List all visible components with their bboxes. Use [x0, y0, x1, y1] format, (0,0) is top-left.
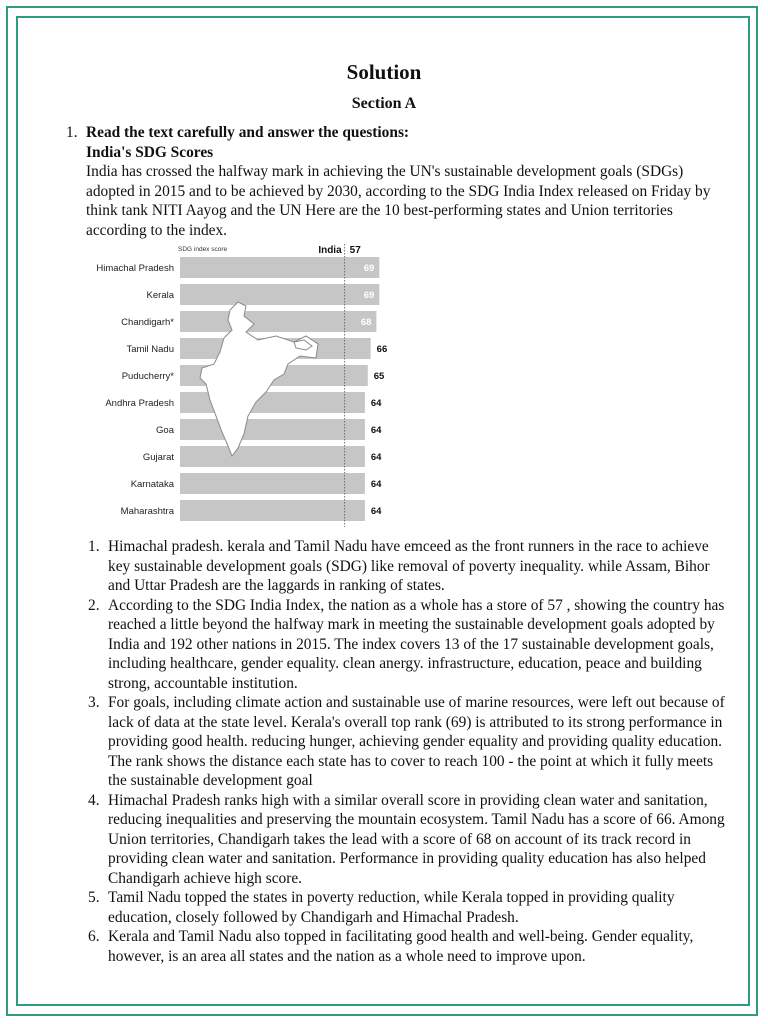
list-item: [88, 693, 728, 791]
category-label: Goa: [156, 425, 174, 436]
value-label: 68: [360, 317, 372, 328]
chart-subtitle: SDG index score: [178, 246, 228, 253]
answer-text: For goals, including climate action and sustainable use of marine resources, were left out because of lack of data at the state level. Kerala's overall top rank (69) is attributed to its strong performance in providing good health. reducing hunger, achieving gender equality and providing quality education. The rank shows the distance each state has to cover to reach 100 - the point at which it fully meets the sustainable development goal: [108, 694, 725, 789]
bar: [180, 392, 365, 413]
list-item: [88, 791, 728, 889]
list-item: [88, 596, 728, 694]
answer-number: 6.: [88, 928, 100, 945]
bar: [180, 311, 376, 332]
bar: [180, 257, 379, 278]
answer-number: 3.: [88, 694, 100, 711]
passage-text: India has crossed the halfway mark in achieving the UN's sustainable development goals (SDGs) adopted in 2015 and to be achieved by 2030, according to the SDG India Index released on Friday by think tank NITI Aayog and the UN Here are the 10 best-performing states and Union territories according to the index.: [86, 163, 711, 239]
list-item: [88, 888, 728, 927]
page-title: Solution: [346, 60, 422, 84]
answer-list: [88, 537, 728, 966]
bar: [180, 284, 379, 305]
answer-text: Tamil Nadu topped the states in poverty reduction, while Kerala topped in providing quality education, closely followed by Chandigarh and Himachal Pradesh.: [108, 889, 675, 926]
list-item: [88, 927, 728, 966]
bar: [180, 419, 365, 440]
value-label: 64: [370, 425, 382, 436]
value-label: 64: [370, 506, 382, 517]
question-prompt: Read the text carefully and answer the questions:: [86, 124, 410, 141]
category-label: Himachal Pradesh: [96, 263, 174, 274]
list-item: [88, 537, 728, 596]
answer-number: 4.: [88, 791, 100, 809]
category-label: Puducherry*: [121, 371, 174, 382]
passage-heading: India's SDG Scores: [86, 143, 214, 161]
bar: [180, 446, 365, 467]
category-label: Gujarat: [142, 452, 174, 463]
value-label: 64: [370, 452, 382, 463]
answer-text: Himachal Pradesh ranks high with a similar overall score in providing clean water and sanitation, reducing inequalities and preserving the mountain ecosystem. Tamil Nadu has a score of 66. Among Union territories, Chandigarh takes the lead with a score of 68 on account of its track record in providing clean water and sanitation. Performance in providing quality education has also helped Chandigarh achieve high score.: [108, 791, 725, 887]
category-label: Karnataka: [130, 479, 174, 490]
answer-text: Himachal pradesh. kerala and Tamil Nadu have emceed as the front runners in the race to achieve key sustainable development goals (SDG) like removal of poverty inequality. while Assam, Bihor and Uttar Pradesh are the laggards in ranking of states.: [108, 538, 710, 594]
section-heading: Section A: [351, 95, 417, 112]
question-block: [66, 123, 726, 240]
answer-text: Kerala and Tamil Nadu also topped in facilitating good health and well-being. Gender equality, however, is an area all states and the nation as a whole need to improve upon.: [108, 928, 694, 965]
category-label: Chandigarh*: [121, 317, 174, 328]
question-number: 1.: [66, 124, 78, 141]
category-label: Andhra Pradesh: [105, 398, 174, 409]
category-label: Tamil Nadu: [126, 344, 174, 355]
reference-value: 57: [349, 245, 361, 256]
value-label: 64: [370, 398, 382, 409]
value-label: 64: [370, 479, 382, 490]
value-label: 69: [363, 290, 375, 301]
value-label: 69: [363, 263, 375, 274]
value-label: 65: [373, 371, 385, 382]
value-label: 66: [376, 344, 388, 355]
bar: [180, 473, 365, 494]
category-label: Maharashtra: [120, 506, 174, 517]
answer-number: 5.: [88, 889, 100, 906]
answer-number: 2.: [88, 596, 100, 614]
chart-canvas: [88, 240, 390, 532]
category-label: Kerala: [146, 290, 174, 301]
reference-label: India: [318, 245, 342, 256]
sdg-bar-chart: [88, 240, 390, 532]
answer-number: 1.: [88, 538, 100, 555]
bar: [180, 500, 365, 521]
answer-text: According to the SDG India Index, the nation as a whole has a store of 57 , showing the country has reached a little beyond the halfway mark in meeting the sustainable development goals adopted by India and 192 other nations in 2015. The index covers 13 of the 17 sustainable development goals, including healthcare, gender equality. clean anergy. infrastructure, education, peace and building strong, accountable institution.: [108, 596, 725, 692]
